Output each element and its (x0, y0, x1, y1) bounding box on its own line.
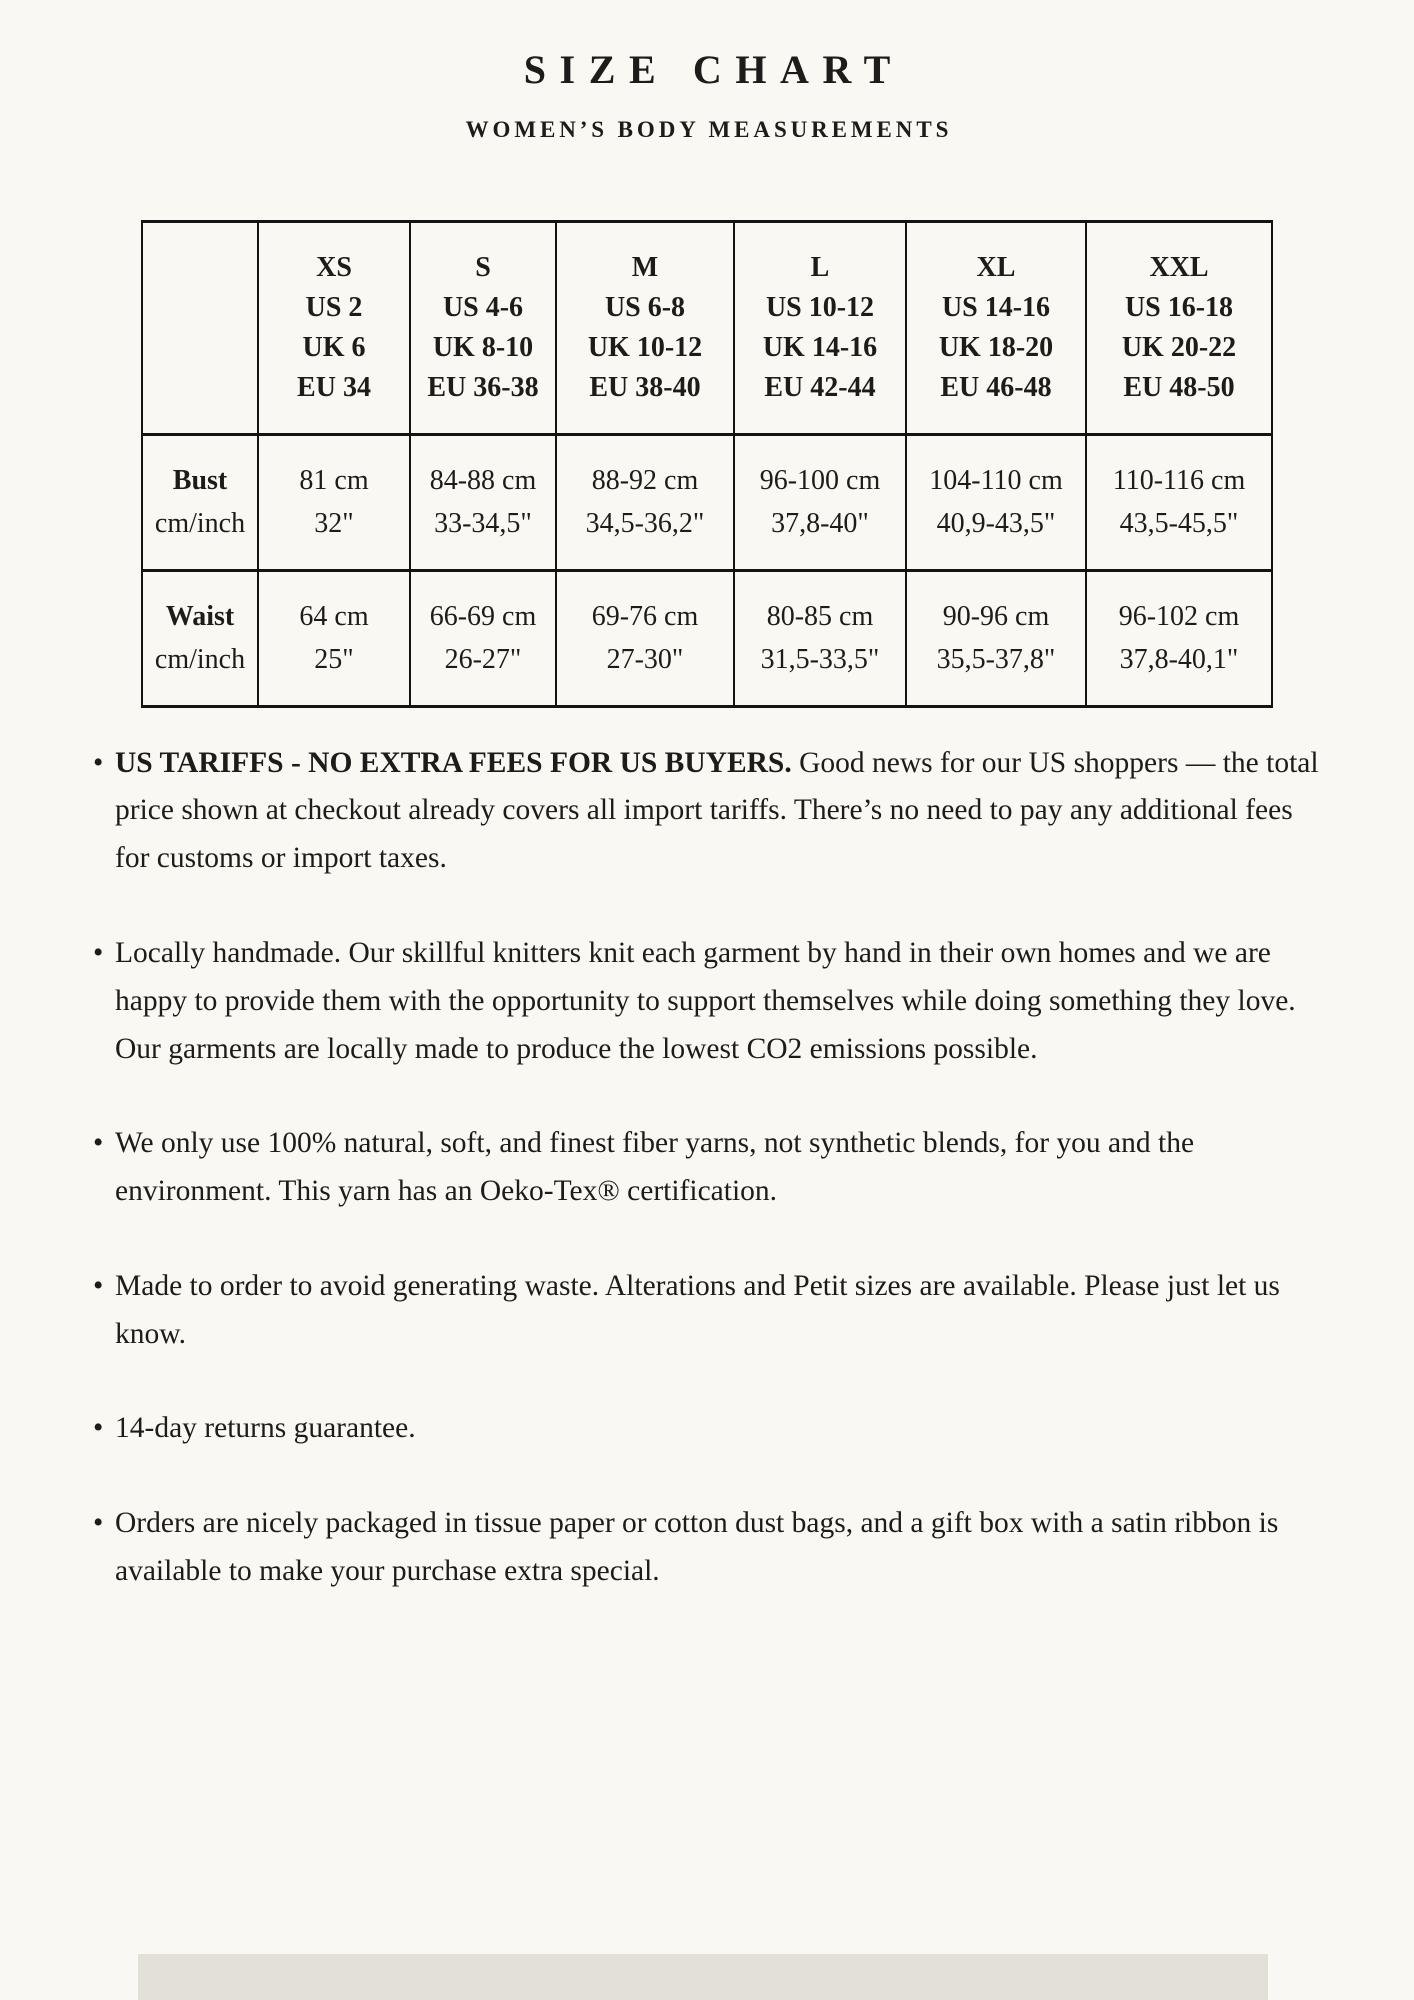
size-us: US 4-6 (442, 291, 524, 323)
next-section-band (138, 1954, 1268, 2000)
bullet-icon: • (93, 1412, 104, 1445)
bullet-icon: • (93, 1507, 104, 1540)
row-unit: cm/inch (154, 508, 246, 540)
size-us: US 2 (305, 291, 363, 323)
bullet-body-text: 14-day returns guarantee. (115, 1412, 416, 1445)
table-cell (410, 570, 556, 706)
value-inch: 31,5-33,5" (760, 644, 880, 676)
size-eu: EU 36-38 (427, 371, 539, 403)
size-name: M (631, 251, 659, 283)
size-uk: UK 8-10 (432, 331, 534, 363)
bullet-body-text: Good news for our US shoppers — the total price shown at checkout already covers all import tariffs. There’s no need to pay any additional fees for customs or import taxes. (115, 746, 1319, 875)
value-cm: 66-69 cm (429, 601, 537, 633)
size-chart-table (141, 220, 1273, 708)
size-eu: EU 42-44 (764, 371, 876, 403)
value-inch: 27-30" (606, 644, 684, 676)
size-us: US 16-18 (1124, 291, 1234, 323)
size-uk: UK 10-12 (587, 331, 703, 363)
size-eu: EU 34 (297, 371, 371, 403)
size-us: US 6-8 (604, 291, 686, 323)
value-inch: 26-27" (444, 644, 522, 676)
value-inch: 37,8-40" (771, 508, 869, 540)
value-cm: 96-100 cm (759, 465, 881, 497)
waist-row (142, 570, 1272, 706)
bullet-item-natural-yarns (95, 1120, 1327, 1216)
size-name: XS (316, 251, 352, 283)
size-uk: UK 20-22 (1121, 331, 1237, 363)
page-subtitle: WOMEN’S BODY MEASUREMENTS (465, 117, 953, 142)
row-header-bust (142, 434, 258, 570)
row-label: Waist (165, 601, 235, 633)
bullet-item-packaging (95, 1500, 1327, 1596)
size-column-m (556, 221, 734, 434)
bullet-body-text: Made to order to avoid generating waste. Alterations and Petit sizes are available. Please just let us know. (115, 1269, 1280, 1350)
value-inch: 40,9-43,5" (936, 508, 1056, 540)
size-us: US 10-12 (765, 291, 875, 323)
size-column-xl (906, 221, 1086, 434)
bullet-icon: • (93, 936, 104, 969)
size-column-s (410, 221, 556, 434)
size-name: XL (976, 251, 1016, 283)
bullet-item-returns (95, 1405, 1327, 1453)
size-eu: EU 48-50 (1123, 371, 1235, 403)
table-cell (1086, 570, 1272, 706)
size-us: US 14-16 (941, 291, 1051, 323)
table-cell (734, 570, 906, 706)
table-cell (906, 570, 1086, 706)
value-cm: 110-116 cm (1112, 465, 1246, 497)
size-column-xs (258, 221, 410, 434)
value-cm: 64 cm (299, 601, 369, 633)
row-header-waist (142, 570, 258, 706)
row-unit: cm/inch (154, 644, 246, 676)
table-cell (258, 570, 410, 706)
table-corner-cell (142, 221, 258, 434)
value-inch: 37,8-40,1" (1119, 644, 1239, 676)
bullet-body-text: Locally handmade. Our skillful knitters knit each garment by hand in their own homes and we are happy to provide them with the opportunity to support themselves while doing something they love. Our garments are locally made to produce the lowest CO2 emissions possible. (115, 936, 1296, 1065)
bullet-lead-text: US TARIFFS - NO EXTRA FEES FOR US BUYERS. (115, 746, 792, 779)
table-cell (906, 434, 1086, 570)
value-cm: 96-102 cm (1118, 601, 1240, 633)
table-cell (1086, 434, 1272, 570)
value-inch: 34,5-36,2" (585, 508, 705, 540)
bullet-body-text: We only use 100% natural, soft, and finest fiber yarns, not synthetic blends, for you and the environment. This yarn has an Oeko-Tex® certification. (115, 1127, 1195, 1208)
value-cm: 81 cm (299, 465, 369, 497)
size-uk: UK 14-16 (762, 331, 878, 363)
bullet-item-locally-handmade (95, 930, 1327, 1073)
value-inch: 33-34,5" (434, 508, 532, 540)
bullet-item-made-to-order (95, 1263, 1327, 1359)
size-name: L (810, 251, 830, 283)
size-eu: EU 38-40 (589, 371, 701, 403)
table-cell (556, 570, 734, 706)
info-bullet-list (95, 740, 1327, 1596)
bullet-icon: • (93, 1127, 104, 1160)
size-uk: UK 6 (302, 331, 366, 363)
value-cm: 69-76 cm (591, 601, 699, 633)
value-cm: 104-110 cm (929, 465, 1063, 497)
row-label: Bust (172, 465, 228, 497)
size-uk: UK 18-20 (938, 331, 1054, 363)
table-cell (410, 434, 556, 570)
table-cell (734, 434, 906, 570)
table-cell (258, 434, 410, 570)
page-title: SIZE CHART (523, 47, 904, 92)
value-cm: 90-96 cm (942, 601, 1050, 633)
bullet-icon: • (93, 1269, 104, 1302)
value-inch: 25" (314, 644, 354, 676)
value-cm: 80-85 cm (766, 601, 874, 633)
size-name: XXL (1149, 251, 1209, 283)
size-eu: EU 46-48 (940, 371, 1052, 403)
bullet-body-text: Orders are nicely packaged in tissue paper or cotton dust bags, and a gift box with a satin ribbon is available to make your purchase extra special. (115, 1507, 1279, 1587)
table-cell (556, 434, 734, 570)
value-cm: 88-92 cm (591, 465, 699, 497)
size-column-xxl (1086, 221, 1272, 434)
table-header-row (142, 221, 1272, 434)
value-inch: 43,5-45,5" (1119, 508, 1239, 540)
value-inch: 35,5-37,8" (936, 644, 1056, 676)
bullet-icon: • (93, 746, 104, 779)
value-cm: 84-88 cm (429, 465, 537, 497)
size-column-l (734, 221, 906, 434)
bullet-item-us-tariffs (95, 740, 1327, 883)
size-name: S (475, 251, 491, 283)
bust-row (142, 434, 1272, 570)
value-inch: 32" (314, 508, 354, 540)
